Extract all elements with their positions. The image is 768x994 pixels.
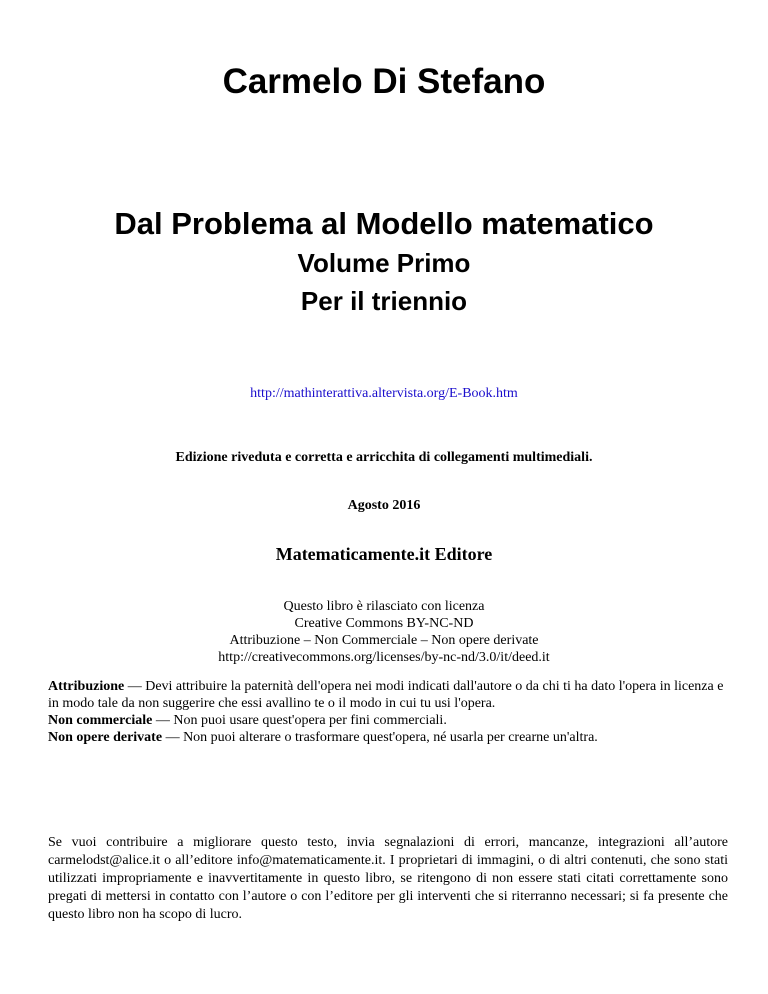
author-name: Carmelo Di Stefano bbox=[222, 62, 546, 101]
edition-note: Edizione riveduta e corretta e arricchita di collegamenti multimediali. bbox=[175, 450, 593, 465]
noncommercial-text: — Non puoi usare quest'opera per fini commerciali. bbox=[152, 713, 447, 728]
noderivs-text: — Non puoi alterare o trasformare quest'opera, né usarla per crearne un'altra. bbox=[162, 730, 598, 745]
license-block bbox=[0, 598, 768, 666]
website-url bbox=[0, 385, 768, 403]
license-terms-summary: Attribuzione – Non Commerciale – Non opere derivate bbox=[229, 633, 539, 648]
book-title: Dal Problema al Modello matematico bbox=[114, 206, 654, 241]
license-name: Creative Commons BY-NC-ND bbox=[294, 616, 474, 631]
publisher-name: Matematicamente.it Editore bbox=[275, 544, 493, 564]
noncommercial-label: Non commerciale bbox=[48, 713, 153, 728]
publication-date: Agosto 2016 bbox=[347, 498, 421, 513]
license-intro: Questo libro è rilasciato con licenza bbox=[283, 599, 485, 614]
volume-label: Volume Primo bbox=[297, 248, 471, 278]
audience-label: Per il triennio bbox=[300, 286, 468, 316]
contribution-notice: Se vuoi contribuire a migliorare questo testo, invia segnalazioni di errori, mancanze, integrazioni all’autore carmelodst@alice.it o all’editore info@matematicamente.it. I proprietari di immagini, o di altri contenuti, che sono stati utilizzati impropriamente e inavvertitamente in questo libro, se ritengono di non essere stati citati correttamente sono pregati di mettersi in contatto con l’autore o con l’editore per gli interventi che si riterranno necessari; si fa presente che questo libro non ha scopo di lucro. bbox=[48, 835, 728, 922]
attribution-label: Attribuzione bbox=[48, 679, 125, 694]
noncommercial-term bbox=[48, 712, 728, 729]
attribution-text: — Devi attribuire la paternità dell'opera nei modi indicati dall'autore o da chi ti ha dato l'opera in licenza e in modo tale da non suggerire che essi avallino te o il modo in cui tu usi l'opera. bbox=[48, 679, 724, 711]
noderivs-label: Non opere derivate bbox=[48, 730, 163, 745]
license-url: http://creativecommons.org/licenses/by-nc-nd/3.0/it/deed.it bbox=[218, 650, 550, 665]
license-terms bbox=[48, 678, 728, 746]
website-link[interactable]: http://mathinterattiva.altervista.org/E-Book.htm bbox=[250, 386, 518, 401]
attribution-term bbox=[48, 678, 728, 712]
noderivs-term bbox=[48, 729, 728, 746]
